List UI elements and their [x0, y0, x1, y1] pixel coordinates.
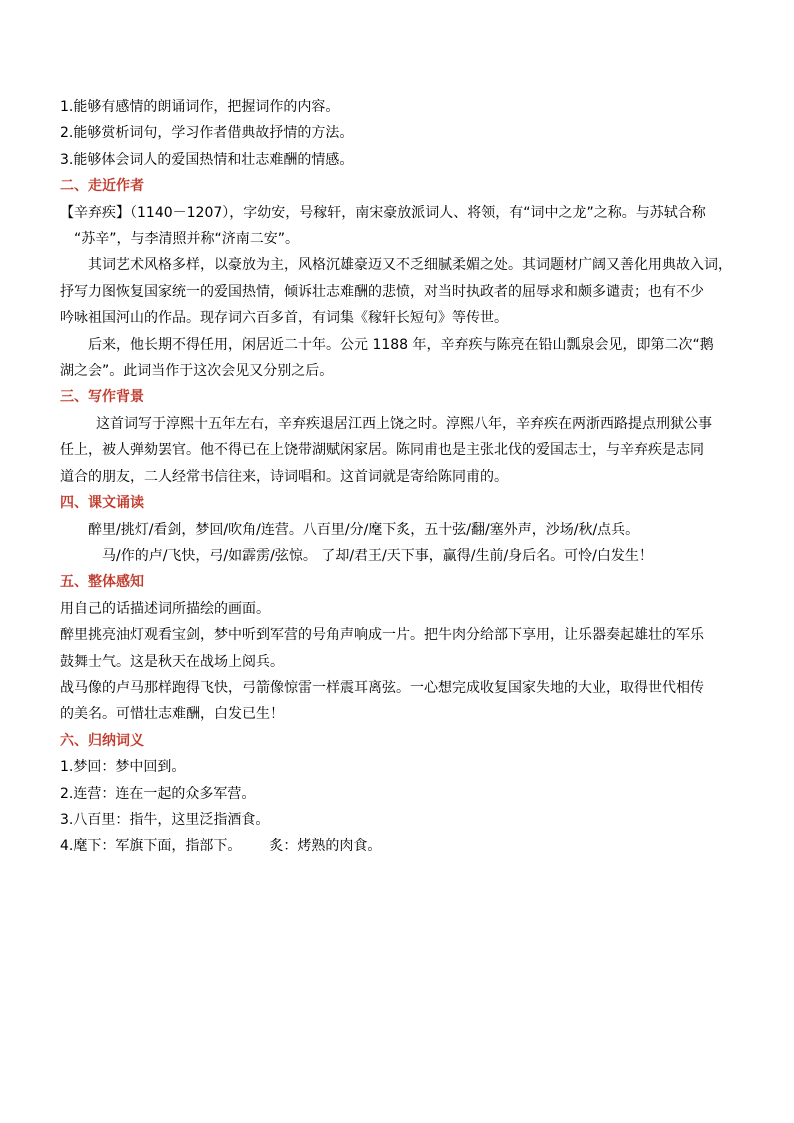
section-heading-background: 三、写作背景 — [60, 389, 144, 406]
author-intro-line-1: 【辛弃疾】（1140－1207），字幼安，号稼轩，南宋豪放派词人、将领，有“词中之龙”之称。与苏轼合称 — [60, 204, 706, 221]
author-later-line-2: 湖之会”。此词当作于这次会见又分别之后。 — [60, 363, 334, 380]
perception-line-2: 鼓舞士气。这是秋天在战场上阅兵。 — [60, 653, 284, 670]
vocabulary-item-1: 1.梦回：梦中回到。 — [60, 759, 186, 776]
perception-line-3: 战马像的卢马那样跑得飞快，弓箭像惊雷一样震耳离弦。一心想完成收复国家失地的大业，取得世代相传 — [60, 679, 704, 696]
perception-line-4: 的美名。可惜壮志难酬，白发已生！ — [60, 706, 284, 723]
background-line-2: 任上，被人弹劾罢官。他不得已在上饶带湖赋闲家居。陈同甫也是主张北伐的爱国志士，与辛弃疾是志同 — [60, 442, 704, 459]
section-heading-perception: 五、整体感知 — [60, 574, 144, 591]
author-style-line-3: 吟咏祖国河山的作品。现存词六百多首，有词集《稼轩长短句》等传世。 — [60, 310, 508, 327]
author-style-line-2: 抒写力图恢复国家统一的爱国热情，倾诉壮志难酬的悲愤，对当时执政者的屈辱求和颇多谴责；也有不少 — [60, 283, 704, 300]
perception-line-1: 醉里挑亮油灯观看宝剑，梦中听到军营的号角声响成一片。把牛肉分给部下享用，让乐器奏起雄壮的军乐 — [60, 627, 704, 644]
vocabulary-item-4b: 炙：烤熟的肉食。 — [269, 838, 382, 855]
author-later-line-1: 后来，他长期不得任用，闲居近二十年。公元 1188 年，辛弃疾与陈亮在铅山瓢泉会见，即第二次“鹅 — [88, 336, 714, 353]
background-line-1: 这首词写于淳熙十五年左右，辛弃疾退居江西上饶之时。淳熙八年，辛弃疾在两浙西路提点刑狱公事 — [96, 415, 712, 432]
author-style-line-1: 其词艺术风格多样，以豪放为主，风格沉雄豪迈又不乏细腻柔媚之处。其词题材广阔又善化用典故入词， — [88, 257, 732, 274]
section-heading-author: 二、走近作者 — [60, 178, 144, 195]
vocabulary-item-3: 3.八百里：指牛，这里泛指酒食。 — [60, 811, 270, 828]
background-line-3: 道合的朋友，二人经常书信往来，诗词唱和。这首词就是寄给陈同甫的。 — [60, 468, 508, 485]
vocabulary-item-4 — [60, 833, 740, 859]
vocabulary-item-2: 2.连营：连在一起的众多军营。 — [60, 785, 256, 802]
reading-line-2: 马/作的卢/飞快，弓/如霹雳/弦惊。 了却/君王/天下事，赢得/生前/身后名。可怜/白发生！ — [102, 547, 653, 564]
perception-prompt: 用自己的话描述词所描绘的画面。 — [60, 600, 270, 617]
document-content — [60, 94, 740, 860]
section-heading-reading: 四、课文诵读 — [60, 495, 144, 512]
author-intro-line-2: “苏辛”，与李清照并称“济南二安”。 — [74, 231, 300, 248]
objective-3: 3.能够体会词人的爱国热情和壮志难酬的情感。 — [60, 151, 354, 168]
vocabulary-item-4a: 4.麾下：军旗下面，指部下。 — [60, 838, 242, 855]
objective-2: 2.能够赏析词句，学习作者借典故抒情的方法。 — [60, 125, 354, 142]
objective-1: 1.能够有感情的朗诵词作，把握词作的内容。 — [60, 99, 340, 115]
section-heading-vocabulary: 六、归纳词义 — [60, 732, 144, 749]
reading-line-1: 醉里/挑灯/看剑，梦回/吹角/连营。八百里/分/麾下炙，五十弦/翻/塞外声，沙场/秋/点兵。 — [88, 521, 640, 538]
